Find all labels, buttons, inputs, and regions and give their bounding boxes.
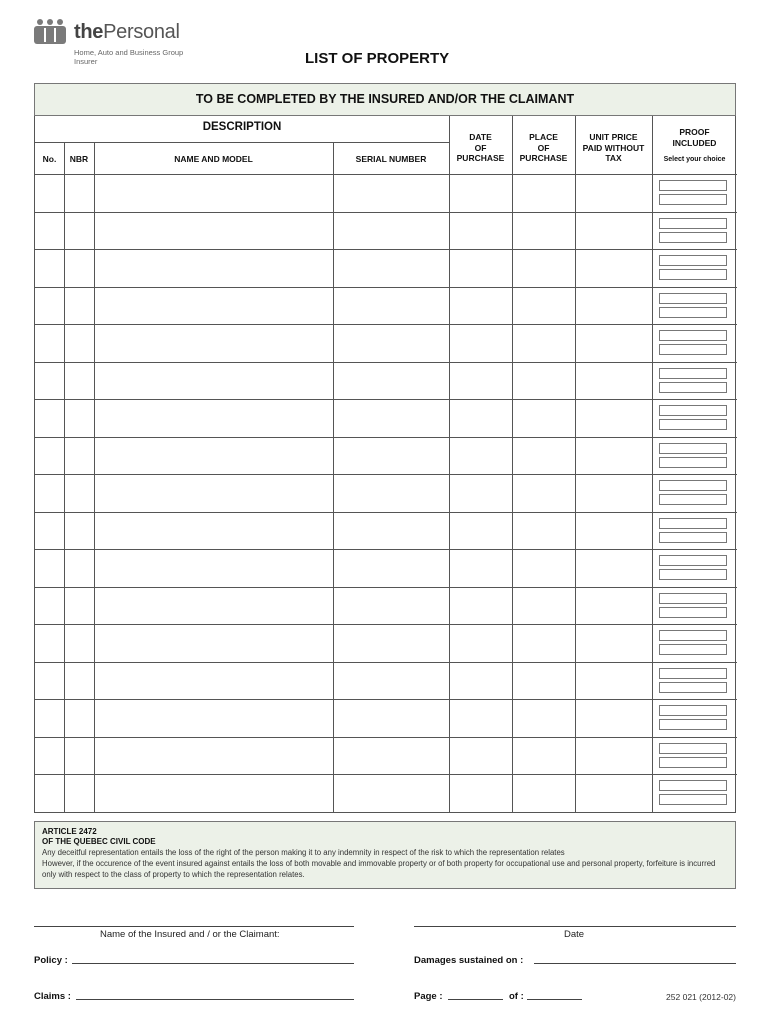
cell-date[interactable] (449, 399, 512, 437)
cell-price[interactable] (575, 549, 652, 587)
cell-no[interactable] (35, 587, 64, 625)
proof-yes-box[interactable] (659, 180, 727, 191)
cell-name-model[interactable] (94, 587, 333, 625)
page-total-field[interactable] (527, 999, 582, 1000)
cell-serial[interactable] (333, 249, 449, 287)
brand-name: thePersonal (74, 21, 180, 43)
cell-price[interactable] (575, 437, 652, 475)
cell-price[interactable] (575, 737, 652, 775)
policy-label: Policy : (34, 955, 68, 966)
cell-no[interactable] (35, 249, 64, 287)
policy-field[interactable] (72, 963, 354, 964)
cell-no[interactable] (35, 512, 64, 550)
cell-serial[interactable] (333, 212, 449, 250)
cell-serial[interactable] (333, 662, 449, 700)
cell-name-model[interactable] (94, 774, 333, 812)
proof-no-box[interactable] (659, 794, 727, 805)
cell-date[interactable] (449, 774, 512, 812)
cell-no[interactable] (35, 437, 64, 475)
cell-no[interactable] (35, 362, 64, 400)
cell-serial[interactable] (333, 624, 449, 662)
cell-date[interactable] (449, 362, 512, 400)
cell-price[interactable] (575, 324, 652, 362)
cell-price[interactable] (575, 699, 652, 737)
cell-price[interactable] (575, 587, 652, 625)
cell-nbr[interactable] (64, 737, 94, 775)
cell-place[interactable] (512, 662, 575, 700)
legal-article (34, 821, 736, 889)
cell-name-model[interactable] (94, 249, 333, 287)
table-row (35, 362, 737, 400)
proof-no-box[interactable] (659, 719, 727, 730)
cell-serial[interactable] (333, 324, 449, 362)
cell-serial[interactable] (333, 737, 449, 775)
cell-nbr[interactable] (64, 362, 94, 400)
table-row (35, 249, 737, 287)
proof-no-box[interactable] (659, 757, 727, 768)
cell-place[interactable] (512, 474, 575, 512)
claims-label: Claims : (34, 991, 71, 1002)
cell-nbr[interactable] (64, 699, 94, 737)
cell-nbr[interactable] (64, 549, 94, 587)
cell-place[interactable] (512, 549, 575, 587)
cell-price[interactable] (575, 512, 652, 550)
table-row (35, 662, 737, 700)
table-row (35, 437, 737, 475)
cell-no[interactable] (35, 287, 64, 325)
proof-no-box[interactable] (659, 382, 727, 393)
page-label: Page : (414, 991, 443, 1002)
cell-no[interactable] (35, 174, 64, 212)
column-header-proof: PROOF INCLUDED (672, 127, 717, 148)
cell-date[interactable] (449, 474, 512, 512)
page-title: LIST OF PROPERTY (305, 50, 450, 67)
cell-serial[interactable] (333, 399, 449, 437)
cell-place[interactable] (512, 249, 575, 287)
cell-date[interactable] (449, 587, 512, 625)
cell-place[interactable] (512, 699, 575, 737)
article-paragraph: Any deceitful representation entails the loss of the right of the person making it to any indemnity in respect of the risk to which the representation relates (42, 848, 565, 857)
proof-no-box[interactable] (659, 269, 727, 280)
cell-place[interactable] (512, 587, 575, 625)
cell-price[interactable] (575, 362, 652, 400)
cell-no[interactable] (35, 624, 64, 662)
cell-date[interactable] (449, 699, 512, 737)
proof-no-box[interactable] (659, 569, 727, 580)
cell-serial[interactable] (333, 512, 449, 550)
cell-nbr[interactable] (64, 174, 94, 212)
cell-name-model[interactable] (94, 512, 333, 550)
logo-people-icon (34, 18, 66, 44)
proof-yes-box[interactable] (659, 405, 727, 416)
proof-yes-box[interactable] (659, 443, 727, 454)
proof-yes-box[interactable] (659, 218, 727, 229)
table-row (35, 587, 737, 625)
brand-tagline: Home, Auto and Business Group Insurer (74, 48, 184, 66)
cell-price[interactable] (575, 399, 652, 437)
column-header-price: UNIT PRICE PAID WITHOUT TAX (582, 132, 645, 163)
cell-no[interactable] (35, 474, 64, 512)
cell-nbr[interactable] (64, 587, 94, 625)
proof-yes-box[interactable] (659, 668, 727, 679)
claims-field[interactable] (76, 999, 354, 1000)
table-row (35, 399, 737, 437)
cell-no[interactable] (35, 737, 64, 775)
cell-nbr[interactable] (64, 324, 94, 362)
cell-nbr[interactable] (64, 474, 94, 512)
proof-no-box[interactable] (659, 344, 727, 355)
cell-no[interactable] (35, 699, 64, 737)
cell-date[interactable] (449, 662, 512, 700)
cell-serial[interactable] (333, 587, 449, 625)
instruction-banner: TO BE COMPLETED BY THE INSURED AND/OR THE CLAIMANT (34, 83, 736, 116)
cell-place[interactable] (512, 437, 575, 475)
proof-no-box[interactable] (659, 532, 727, 543)
cell-name-model[interactable] (94, 287, 333, 325)
cell-price[interactable] (575, 287, 652, 325)
cell-date[interactable] (449, 624, 512, 662)
table-row (35, 287, 737, 325)
cell-serial[interactable] (333, 774, 449, 812)
cell-name-model[interactable] (94, 399, 333, 437)
proof-yes-box[interactable] (659, 705, 727, 716)
cell-nbr[interactable] (64, 212, 94, 250)
proof-no-box[interactable] (659, 307, 727, 318)
proof-no-box[interactable] (659, 644, 727, 655)
proof-yes-box[interactable] (659, 593, 727, 604)
proof-no-box[interactable] (659, 494, 727, 505)
cell-place[interactable] (512, 324, 575, 362)
proof-no-box[interactable] (659, 419, 727, 430)
proof-yes-box[interactable] (659, 780, 727, 791)
of-label: of : (509, 991, 524, 1002)
cell-nbr[interactable] (64, 624, 94, 662)
table-row (35, 624, 737, 662)
cell-serial[interactable] (333, 699, 449, 737)
cell-price[interactable] (575, 249, 652, 287)
proof-no-box[interactable] (659, 607, 727, 618)
proof-no-box[interactable] (659, 457, 727, 468)
cell-price[interactable] (575, 774, 652, 812)
cell-serial[interactable] (333, 549, 449, 587)
name-signature-line[interactable] (34, 926, 354, 927)
column-header-serial: SERIAL NUMBER (355, 154, 427, 164)
name-label: Name of the Insured and / or the Claimant: (100, 929, 280, 940)
cell-serial[interactable] (333, 362, 449, 400)
proof-no-box[interactable] (659, 232, 727, 243)
cell-nbr[interactable] (64, 512, 94, 550)
cell-place[interactable] (512, 287, 575, 325)
cell-no[interactable] (35, 662, 64, 700)
page-field[interactable] (448, 999, 503, 1000)
proof-hint: Select your choice (663, 156, 726, 163)
cell-name-model[interactable] (94, 624, 333, 662)
cell-no[interactable] (35, 774, 64, 812)
cell-date[interactable] (449, 737, 512, 775)
proof-yes-box[interactable] (659, 518, 727, 529)
cell-nbr[interactable] (64, 287, 94, 325)
proof-yes-box[interactable] (659, 330, 727, 341)
table-row (35, 474, 737, 512)
date-signature-line[interactable] (414, 926, 736, 927)
damages-label: Damages sustained on : (414, 955, 524, 966)
cell-name-model[interactable] (94, 662, 333, 700)
cell-no[interactable] (35, 549, 64, 587)
cell-no[interactable] (35, 399, 64, 437)
cell-date[interactable] (449, 212, 512, 250)
table-row (35, 737, 737, 775)
cell-date[interactable] (449, 249, 512, 287)
proof-yes-box[interactable] (659, 255, 727, 266)
cell-name-model[interactable] (94, 437, 333, 475)
cell-place[interactable] (512, 774, 575, 812)
damages-field[interactable] (534, 963, 736, 964)
date-label: Date (564, 929, 585, 940)
cell-nbr[interactable] (64, 249, 94, 287)
cell-date[interactable] (449, 287, 512, 325)
cell-nbr[interactable] (64, 774, 94, 812)
table-row (35, 549, 737, 587)
table-row (35, 699, 737, 737)
cell-price[interactable] (575, 474, 652, 512)
cell-place[interactable] (512, 212, 575, 250)
proof-no-box[interactable] (659, 682, 727, 693)
cell-serial[interactable] (333, 174, 449, 212)
cell-place[interactable] (512, 512, 575, 550)
property-table (34, 116, 736, 813)
column-header-name-model: NAME AND MODEL (174, 154, 253, 164)
table-row (35, 212, 737, 250)
cell-name-model[interactable] (94, 549, 333, 587)
cell-price[interactable] (575, 212, 652, 250)
cell-no[interactable] (35, 324, 64, 362)
proof-yes-box[interactable] (659, 480, 727, 491)
proof-yes-box[interactable] (659, 630, 727, 641)
column-header-no: No. (42, 154, 57, 164)
cell-price[interactable] (575, 174, 652, 212)
cell-serial[interactable] (333, 474, 449, 512)
cell-place[interactable] (512, 399, 575, 437)
cell-place[interactable] (512, 174, 575, 212)
proof-no-box[interactable] (659, 194, 727, 205)
cell-price[interactable] (575, 662, 652, 700)
cell-name-model[interactable] (94, 699, 333, 737)
cell-date[interactable] (449, 512, 512, 550)
column-header-date: DATE OF PURCHASE (456, 132, 505, 163)
table-row (35, 324, 737, 362)
proof-yes-box[interactable] (659, 743, 727, 754)
cell-date[interactable] (449, 549, 512, 587)
cell-name-model[interactable] (94, 737, 333, 775)
cell-date[interactable] (449, 437, 512, 475)
cell-name-model[interactable] (94, 474, 333, 512)
cell-name-model[interactable] (94, 362, 333, 400)
cell-date[interactable] (449, 174, 512, 212)
article-paragraph: However, if the occurence of the event insured against entails the loss of both movable and immovable property or of both property for occupational use and personal property, forfeiture is incurred only with respect to the class of property to which the representation relates. (42, 859, 716, 879)
cell-name-model[interactable] (94, 324, 333, 362)
article-title: ARTICLE 2472 (42, 827, 97, 836)
cell-serial[interactable] (333, 437, 449, 475)
cell-no[interactable] (35, 212, 64, 250)
column-header-nbr: NBR (69, 154, 89, 164)
proof-yes-box[interactable] (659, 293, 727, 304)
cell-nbr[interactable] (64, 437, 94, 475)
article-subtitle: OF THE QUEBEC CIVIL CODE (42, 837, 156, 846)
cell-nbr[interactable] (64, 399, 94, 437)
description-header: DESCRIPTION (202, 121, 282, 133)
cell-name-model[interactable] (94, 174, 333, 212)
cell-nbr[interactable] (64, 662, 94, 700)
table-row (35, 774, 737, 812)
cell-place[interactable] (512, 624, 575, 662)
proof-yes-box[interactable] (659, 368, 727, 379)
cell-serial[interactable] (333, 287, 449, 325)
table-row (35, 512, 737, 550)
cell-place[interactable] (512, 737, 575, 775)
form-reference: 252 021 (2012-02) (666, 992, 736, 1002)
cell-price[interactable] (575, 624, 652, 662)
cell-place[interactable] (512, 362, 575, 400)
cell-name-model[interactable] (94, 212, 333, 250)
cell-date[interactable] (449, 324, 512, 362)
table-row (35, 174, 737, 212)
column-header-place: PLACE OF PURCHASE (519, 132, 568, 163)
proof-yes-box[interactable] (659, 555, 727, 566)
